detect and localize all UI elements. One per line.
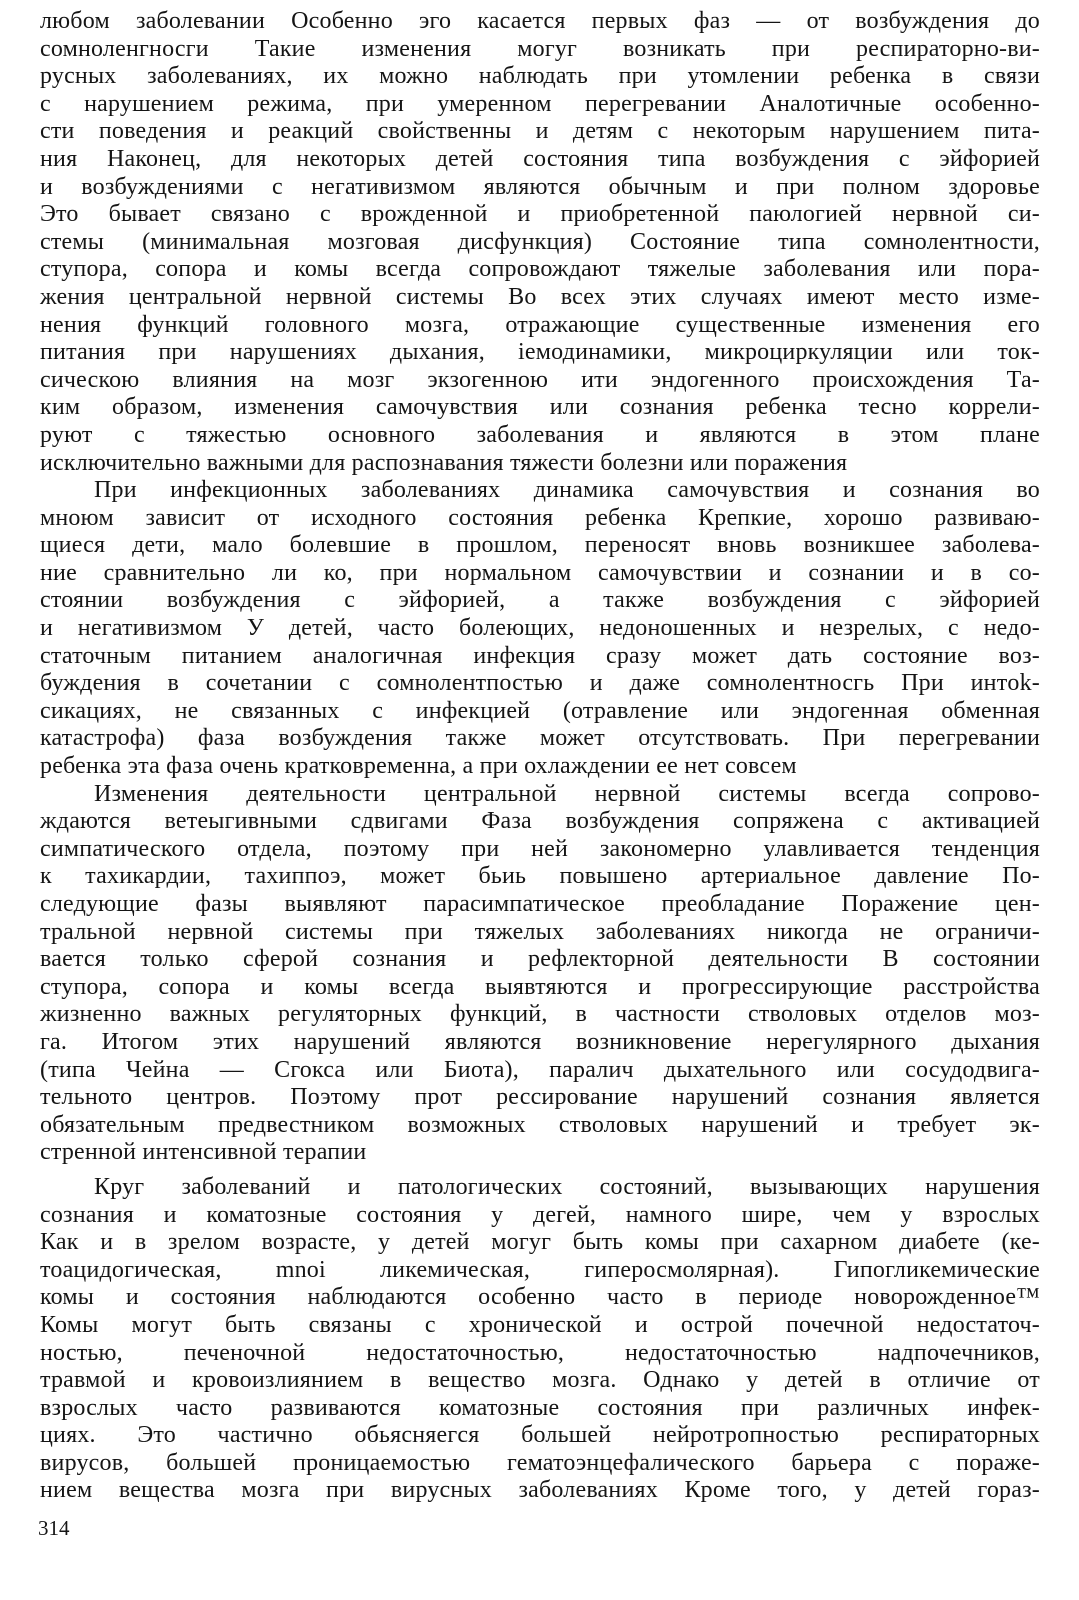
text-line: сти поведения и реакций свойственны и детям с некоторым нарушением пита- (40, 118, 1040, 145)
text-line: Комы могут быть связаны с хронической и острой почечной недостаточ- (40, 1311, 1040, 1338)
text-line: тоацидогическая, mnoi ликемическая, гиперосмолярная). Гипогликемические (40, 1256, 1040, 1283)
text-line: стоянии возбуждения с эйфорией, а также возбуждения с эйфорией (40, 587, 1040, 614)
text-line: ребенка эта фаза очень кратковременна, а при охлаждении ее нет совсем (40, 753, 797, 780)
text-line: стренной интенсивной терапии (40, 1139, 367, 1166)
text-line: русных заболеваниях, их можно наблюдать при утомлении ребенка в связи (40, 63, 1040, 90)
text-line: вается только сферой сознания и рефлекторной деятельности В состоянии (40, 946, 1040, 973)
text-line: ждаются ветеыгивными сдвигами Фаза возбуждения сопряжена с активацией (40, 808, 1040, 835)
text-line: нения функций головного мозга, отражающие существенные изменения его (40, 311, 1040, 338)
paragraph-4 (40, 1174, 1040, 1505)
text-line: к тахикардии, тахиппоэ, может бьиь повышено артериальное давление По- (40, 863, 1040, 890)
paragraph-3 (40, 781, 1040, 1167)
page-body (40, 8, 1040, 1505)
text-line: вирусов, большей проницаемостью гематоэнцефалического барьера с пораже- (40, 1449, 1040, 1476)
text-line: ким образом, изменения самочувствия или сознания ребенка тесно коррели- (40, 394, 1040, 421)
paragraph-gap (40, 1167, 1040, 1174)
text-line: травмой и кровоизлиянием в вещество мозга. Однако у детей в отличие от (40, 1367, 1040, 1394)
text-line: нием вещества мозга при вирусных заболеваниях Кроме того, у детей гораз- (40, 1477, 1040, 1504)
text-line: Круг заболеваний и патологических состояний, вызывающих нарушения (94, 1173, 1040, 1200)
text-line: тральной нервной системы при тяжелых заболеваниях никогда не ограничи- (40, 918, 1040, 945)
text-line: и возбуждениями с негативизмом являются обычным и при полном здоровье (40, 173, 1040, 200)
text-line: ния Наконец, для некоторых детей состояния типа возбуждения с эйфорией (40, 145, 1040, 172)
text-line: мноюм зависит от исходного состояния ребенка Крепкие, хорошо развиваю- (40, 504, 1040, 531)
text-line: сикациях, не связанных с инфекцией (отравление или эндогенная обменная (40, 697, 1040, 724)
text-line: Изменения деятельности центральной нервной системы всегда сопрово- (94, 780, 1040, 807)
text-line: обязательным предвестником возможных стволовых нарушений и требует эк- (40, 1111, 1040, 1138)
text-line: взрослых часто развиваются коматозные состояния при различных инфек- (40, 1394, 1040, 1421)
text-line: и негативизмом У детей, часто болеющих, недоношенных и незрелых, с недо- (40, 615, 1040, 642)
text-line: ние сравнительно ли ко, при нормальном самочувствии и сознании и в со- (40, 559, 1040, 586)
text-line: любом заболевании Особенно эго касается первых фаз — от возбуждения до (40, 8, 1040, 34)
text-line: ностью, печеночной недостаточностью, недостаточностью надпочечников, (40, 1339, 1040, 1366)
text-line: циях. Это частично обьясняегся большей нейротропностью респираторных (40, 1422, 1040, 1449)
text-line: катастрофа) фаза возбуждения также может отсутствовать. При перегревании (40, 725, 1040, 752)
text-line: ступора, сопора и комы всегда сопровождают тяжелые заболевания или пора- (40, 256, 1040, 283)
text-line: комы и состояния наблюдаются особенно часто в периоде новорожденное™ (40, 1284, 1040, 1311)
text-line: га. Итогом этих нарушений являются возникновение нерегулярного дыхания (40, 1028, 1040, 1055)
text-line: жения центральной нервной системы Во всех этих случаях имеют место изме- (40, 283, 1040, 310)
text-line: щиеся дети, мало болевшие в прошлом, переносят вновь возникшее заболева- (40, 532, 1040, 559)
text-line: При инфекционных заболеваниях динамика самочувствия и сознания во (94, 477, 1040, 504)
text-line: стемы (минимальная мозговая дисфункция) Состояние типа сомнолентности, (40, 228, 1040, 255)
text-line: руют с тяжестью основного заболевания и являются в этом плане (40, 421, 1040, 448)
text-line: питания при нарушениях дыхания, іемодинамики, микроциркуляции или ток- (40, 339, 1040, 366)
text-line: Как и в зрелом возрасте, у детей могуг быть комы при сахарном диабете (ке- (40, 1229, 1040, 1256)
text-line: следующие фазы выявляют парасимпатическое преобладание Поражение цен- (40, 891, 1040, 917)
text-line: ступора, сопора и комы всегда выявтяются и прогрессирующие расстройства (40, 973, 1040, 1000)
text-line: статочным питанием аналогичная инфекция сразу может дать состояние воз- (40, 642, 1040, 669)
text-line: симпатического отдела, поэтому при ней закономерно улавливается тенденция (40, 835, 1040, 862)
paragraph-1 (40, 8, 1040, 477)
text-line: жизненно важных регуляторных функций, в частности стволовых отделов моз- (40, 1001, 1040, 1028)
text-line: Это бывает связано с врожденной и приобретенной паюлогией нервной си- (40, 201, 1040, 228)
text-line: с нарушением режима, при умеренном перегревании Аналотичные особенно- (40, 90, 1040, 117)
text-line: сомноленгносги Такие изменения могуг возникать при респираторно-ви- (40, 35, 1040, 62)
text-line: тельното центров. Поэтому прот рессирование нарушений сознания является (40, 1084, 1040, 1111)
text-line: буждения в сочетании с сомнолентпостью и даже сомнолентносгь При интok- (40, 670, 1040, 697)
page-number: 314 (38, 1516, 70, 1540)
text-line: сознания и коматозные состояния у дегей, намного шире, чем у взрослых (40, 1201, 1040, 1228)
text-line: (типа Чейна — Сгокса или Биота), паралич дыхательного или сосудодвига- (40, 1056, 1040, 1083)
text-line: исключительно важными для распознавания тяжести болезни или поражения (40, 449, 848, 476)
text-line: сическою влияния на мозг экзогенною ити эндогенного происхождения Та- (40, 366, 1040, 393)
paragraph-2 (40, 477, 1040, 781)
